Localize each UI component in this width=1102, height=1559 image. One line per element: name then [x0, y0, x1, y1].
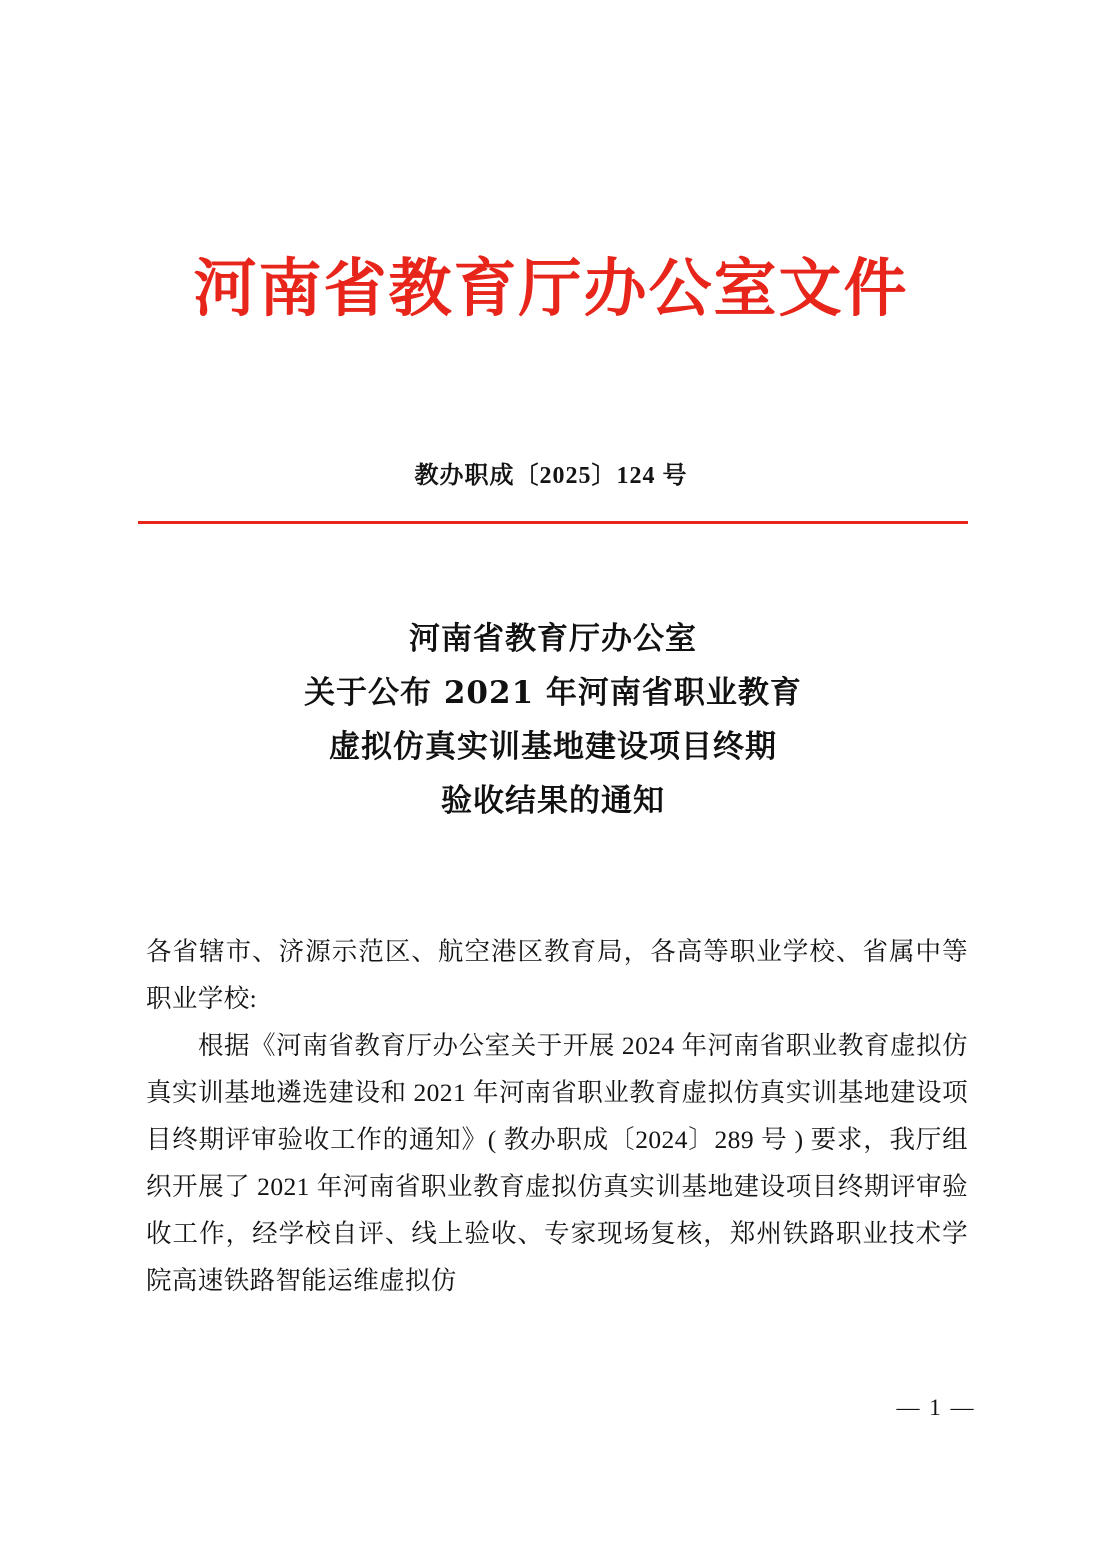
page-number: — 1 — [896, 1395, 976, 1420]
body-paragraph-1: 根据《河南省教育厅办公室关于开展 2024 年河南省职业教育虚拟仿真实训基地遴选建设和 2021 年河南省职业教育虚拟仿真实训基地建设项目终期评审验收工作的通知》( 教办职成〔2024〕289 号 ) 要求，我厅组织开展了 2021 年河南省职业教育虚拟仿真实训基地建设项目终期评审验收工作，经学校自评、线上验收、专家现场复核，郑州铁路职业技术学院高速铁路智能运维虚拟仿 [146, 1031, 968, 1295]
title-line-4: 验收结果的通知 [441, 783, 665, 819]
red-divider-rule [138, 521, 968, 524]
title-line-2: 关于公布 2021 年河南省职业教育 [304, 675, 802, 711]
title-line-3: 虚拟仿真实训基地建设项目终期 [329, 729, 777, 765]
body-paragraph-addressee: 各省辖市、济源示范区、航空港区教育局，各高等职业学校、省属中等职业学校: [146, 937, 968, 1013]
masthead-title: 河南省教育厅办公室文件 [193, 251, 909, 325]
document-number: 教办职成〔2025〕124 号 [414, 463, 688, 489]
document-title [138, 612, 968, 828]
title-line-1: 河南省教育厅办公室 [409, 621, 697, 657]
masthead [0, 252, 1102, 324]
document-body [146, 928, 968, 1304]
